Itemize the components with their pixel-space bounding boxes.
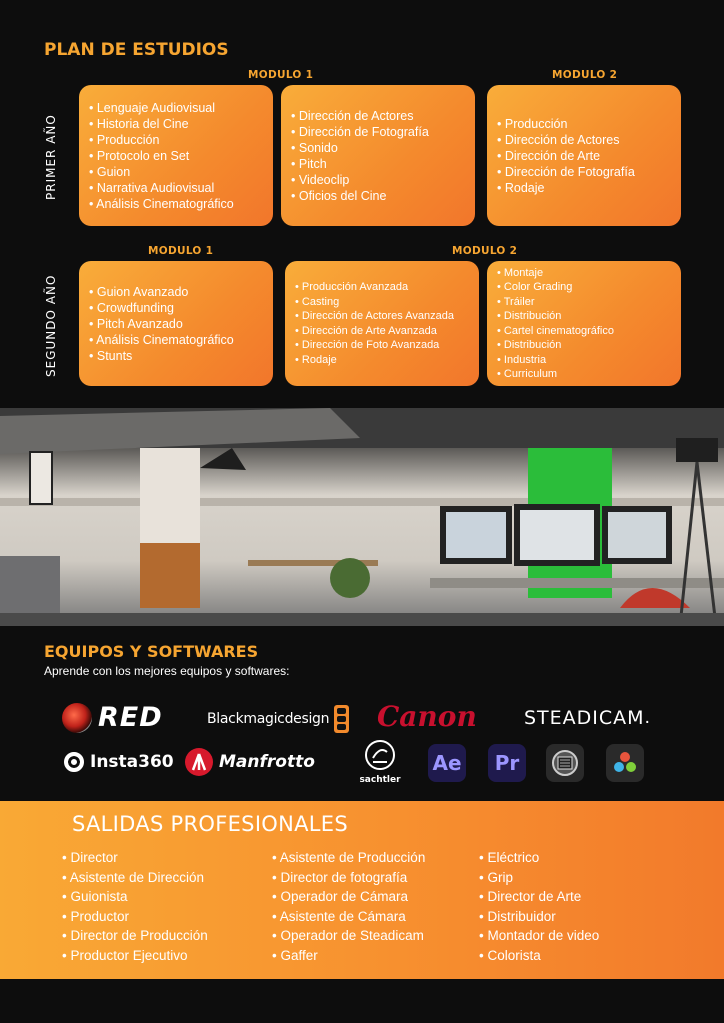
equipos-title: EQUIPOS Y SOFTWARES [44,642,259,661]
blackmagic-mark-icon [334,705,349,733]
list-item: • Rodaje [497,180,671,196]
list-item: • Distribución [497,309,671,324]
studio-illustration [0,408,724,626]
manfrotto-logo [185,748,315,776]
list-item: • Dirección de Fotografía [291,124,465,140]
list-item: • Producción Avanzada [295,280,469,295]
list-item: • Dirección de Actores Avanzada [295,309,469,324]
segundo-box-3 [487,261,681,386]
list-item: • Dirección de Foto Avanzada [295,338,469,353]
list-item: • Casting [295,295,469,310]
salidas-title: SALIDAS PROFESIONALES [72,812,349,836]
red-lens-icon [62,703,92,733]
studio-photo [0,408,724,626]
insta360-logo [64,752,174,772]
list-item: • Dirección de Actores [497,132,671,148]
list-item: • Oficios del Cine [291,188,465,204]
list-item: • Colorista [479,946,599,966]
plan-title: PLAN DE ESTUDIOS [44,40,229,60]
segundo-box-2 [285,261,479,386]
list-item: • Operador de Cámara [272,887,425,907]
salidas-col-3 [479,848,599,965]
segundo-box-3-list [497,266,671,382]
list-item: • Guionista [62,887,208,907]
steadicam-logo-mark: . [644,707,650,728]
list-item: • Análisis Cinematográfico [89,332,263,348]
list-item: • Director de fotografía [272,868,425,888]
list-item: • Pitch Avanzado [89,316,263,332]
red-logo [62,702,163,733]
segundo-mod2-label: MODULO 2 [452,245,518,257]
primer-box-2-list [291,108,465,204]
sachtler-logo-text: sachtler [359,775,401,785]
davinci-resolve-icon [606,744,644,782]
list-item: • Producción [497,116,671,132]
primer-box-2 [281,85,475,226]
manfrotto-tripod-icon [185,748,213,776]
list-item: • Dirección de Arte [497,148,671,164]
list-item: • Operador de Steadicam [272,926,425,946]
list-item: • Protocolo en Set [89,148,263,164]
list-item: • Dirección de Arte Avanzada [295,324,469,339]
list-item: • Cartel cinematográfico [497,324,671,339]
primer-box-1 [79,85,273,226]
list-item: • Gaffer [272,946,425,966]
sachtler-emblem-icon [365,740,395,770]
list-item: • Distribución [497,338,671,353]
blackmagic-logo-text: Blackmagicdesign [207,711,330,727]
list-item: • Videoclip [291,172,465,188]
steadicam-logo [524,707,650,729]
salidas-col-1 [62,848,208,965]
list-item: • Director [62,848,208,868]
list-item: • Montador de video [479,926,599,946]
insta360-logo-text: Insta360 [90,752,174,772]
equipos-subtitle: Aprende con los mejores equipos y softwares: [44,664,290,678]
list-item: • Distribuidor [479,907,599,927]
list-item: • Curriculum [497,367,671,382]
list-item: • Asistente de Cámara [272,907,425,927]
list-item: • Director de Producción [62,926,208,946]
list-item: • Rodaje [295,353,469,368]
list-item: • Eléctrico [479,848,599,868]
final-cut-pro-icon [546,744,584,782]
list-item: • Productor [62,907,208,927]
steadicam-logo-text: STEADICAM [524,707,645,729]
list-item: • Asistente de Producción [272,848,425,868]
list-item: • Color Grading [497,280,671,295]
list-item: • Dirección de Fotografía [497,164,671,180]
primer-mod1-label: MODULO 1 [248,69,314,81]
list-item: • Producción [89,132,263,148]
list-item: • Narrativa Audiovisual [89,180,263,196]
premiere-pro-icon: Pr [488,744,526,782]
segundo-box-1 [79,261,273,386]
insta360-lens-icon [64,752,84,772]
salidas-col-2 [272,848,425,965]
list-item: • Pitch [291,156,465,172]
red-logo-text: RED [98,702,163,733]
segundo-box-2-list [295,280,469,367]
manfrotto-logo-text: Manfrotto [219,752,315,772]
list-item: • Análisis Cinematográfico [89,196,263,212]
canon-logo: Canon [377,700,477,733]
segundo-ano-label: SEGUNDO AÑO [44,274,58,377]
primer-box-1-list [89,100,263,212]
list-item: • Dirección de Actores [291,108,465,124]
list-item: • Industria [497,353,671,368]
list-item: • Lenguaje Audiovisual [89,100,263,116]
list-item: • Director de Arte [479,887,599,907]
list-item: • Guion Avanzado [89,284,263,300]
list-item: • Asistente de Dirección [62,868,208,888]
list-item: • Grip [479,868,599,888]
list-item: • Tráiler [497,295,671,310]
primer-box-3 [487,85,681,226]
list-item: • Historia del Cine [89,116,263,132]
primer-box-3-list [497,116,671,196]
list-item: • Crowdfunding [89,300,263,316]
sachtler-logo [358,740,402,785]
segundo-box-1-list [89,284,263,364]
list-item: • Productor Ejecutivo [62,946,208,966]
list-item: • Montaje [497,266,671,281]
segundo-mod1-label: MODULO 1 [148,245,214,257]
list-item: • Stunts [89,348,263,364]
primer-ano-label: PRIMER AÑO [44,114,58,200]
after-effects-icon: Ae [428,744,466,782]
primer-mod2-label: MODULO 2 [552,69,618,81]
list-item: • Sonido [291,140,465,156]
blackmagic-logo [207,705,349,733]
list-item: • Guion [89,164,263,180]
